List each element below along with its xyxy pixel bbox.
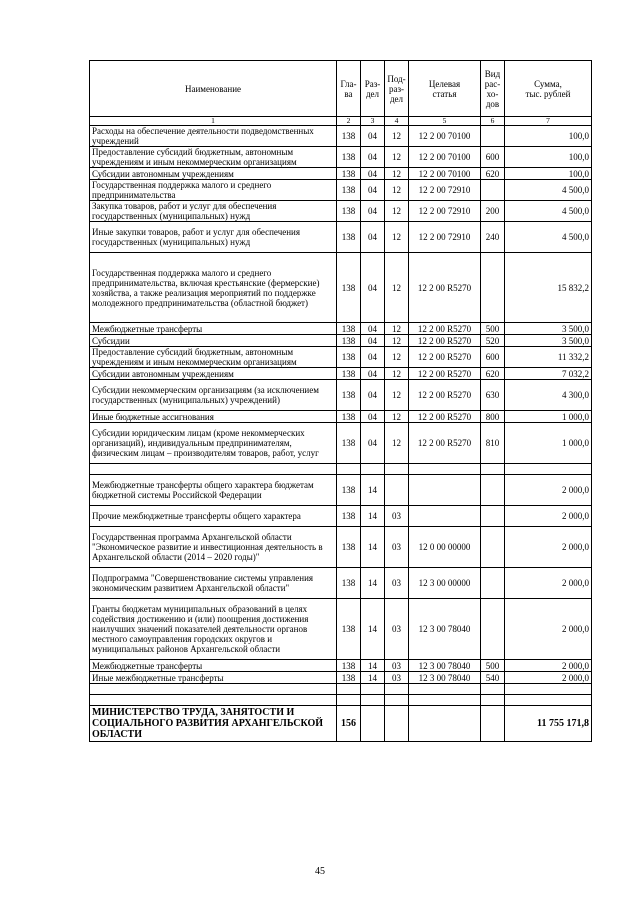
table-row bbox=[90, 411, 592, 423]
row-name: Субсидии bbox=[90, 335, 337, 347]
row-glava: 138 bbox=[337, 168, 361, 180]
row-podrazdel: 03 bbox=[385, 660, 409, 672]
table-row bbox=[90, 568, 592, 599]
row-podrazdel: 12 bbox=[385, 201, 409, 222]
row-podrazdel: 03 bbox=[385, 506, 409, 527]
row-name: Расходы на обеспечение деятельности подведомственных учреждений bbox=[90, 126, 337, 147]
row-summa: 4 300,0 bbox=[505, 380, 592, 411]
row-name: Иные межбюджетные трансферты bbox=[90, 672, 337, 684]
row-statya: 12 0 00 00000 bbox=[409, 527, 481, 568]
row-statya: 12 3 00 78040 bbox=[409, 672, 481, 684]
row-name: Закупка товаров, работ и услуг для обеспечения государственных (муниципальных) нужд bbox=[90, 201, 337, 222]
table-row bbox=[90, 368, 592, 380]
empty-cell bbox=[90, 684, 337, 695]
row-summa: 3 500,0 bbox=[505, 323, 592, 335]
header-summa: Сумма, тыс. рублей bbox=[505, 61, 592, 117]
row-razdel: 04 bbox=[361, 380, 385, 411]
row-statya: 12 2 00 72910 bbox=[409, 180, 481, 201]
spacer-row bbox=[90, 464, 592, 475]
empty-cell bbox=[409, 464, 481, 475]
spacer-row bbox=[90, 684, 592, 695]
row-podrazdel: 12 bbox=[385, 411, 409, 423]
row-razdel: 14 bbox=[361, 660, 385, 672]
row-name: Межбюджетные трансферты bbox=[90, 660, 337, 672]
empty-cell bbox=[409, 695, 481, 706]
empty-cell bbox=[361, 684, 385, 695]
row-podrazdel: 03 bbox=[385, 527, 409, 568]
row-glava: 138 bbox=[337, 475, 361, 506]
row-name: Государственная поддержка малого и среднего предпринимательства, включая крестьянские (фермерские) хозяйства, а также реализация мероприятий по поддержке молодежного предпринимательства (областной бюджет) bbox=[90, 253, 337, 323]
table-row bbox=[90, 506, 592, 527]
row-glava: 138 bbox=[337, 222, 361, 253]
table-row bbox=[90, 423, 592, 464]
row-vid: 800 bbox=[481, 411, 505, 423]
empty-cell bbox=[385, 464, 409, 475]
empty-cell bbox=[90, 695, 337, 706]
table-row bbox=[90, 475, 592, 506]
row-vid bbox=[481, 126, 505, 147]
column-number: 3 bbox=[361, 117, 385, 126]
row-statya: 12 2 00 R5270 bbox=[409, 380, 481, 411]
table-row bbox=[90, 323, 592, 335]
row-glava: 138 bbox=[337, 423, 361, 464]
table-row bbox=[90, 180, 592, 201]
row-razdel: 04 bbox=[361, 126, 385, 147]
row-statya: 12 2 00 R5270 bbox=[409, 423, 481, 464]
empty-cell bbox=[505, 684, 592, 695]
table-row bbox=[90, 253, 592, 323]
row-glava: 138 bbox=[337, 599, 361, 660]
spacer-row bbox=[90, 695, 592, 706]
row-glava: 138 bbox=[337, 335, 361, 347]
row-summa: 7 032,2 bbox=[505, 368, 592, 380]
ministry-total-row bbox=[90, 706, 592, 742]
row-statya: 12 2 00 R5270 bbox=[409, 323, 481, 335]
row-statya: 12 3 00 00000 bbox=[409, 568, 481, 599]
row-statya: 12 2 00 R5270 bbox=[409, 411, 481, 423]
row-summa: 100,0 bbox=[505, 147, 592, 168]
budget-table bbox=[89, 60, 592, 742]
ministry-glava: 156 bbox=[337, 706, 361, 742]
row-razdel: 04 bbox=[361, 201, 385, 222]
empty-cell bbox=[361, 464, 385, 475]
row-summa: 1 000,0 bbox=[505, 411, 592, 423]
column-number: 5 bbox=[409, 117, 481, 126]
row-glava: 138 bbox=[337, 672, 361, 684]
row-statya: 12 2 00 70100 bbox=[409, 126, 481, 147]
row-name: Субсидии некоммерческим организациям (за исключением государственных (муниципальных) учреждений) bbox=[90, 380, 337, 411]
row-vid: 200 bbox=[481, 201, 505, 222]
row-statya: 12 3 00 78040 bbox=[409, 599, 481, 660]
empty-cell bbox=[337, 695, 361, 706]
row-summa: 4 500,0 bbox=[505, 222, 592, 253]
column-numbers-row bbox=[90, 117, 592, 126]
row-statya bbox=[409, 506, 481, 527]
header-podrazdel: Под- раз- дел bbox=[385, 61, 409, 117]
row-razdel: 14 bbox=[361, 475, 385, 506]
row-name: Гранты бюджетам муниципальных образований в целях содействия достижению и (или) поощрения достижения наилучших значений показателей деятельности органов местного самоуправления городских округов и муниципальных районов Архангельской области bbox=[90, 599, 337, 660]
row-summa: 2 000,0 bbox=[505, 475, 592, 506]
row-glava: 138 bbox=[337, 506, 361, 527]
row-podrazdel: 12 bbox=[385, 347, 409, 368]
row-summa: 2 000,0 bbox=[505, 660, 592, 672]
row-name: Государственная программа Архангельской области "Экономическое развитие и инвестиционная деятельность в Архангельской области (2014 – 2020 годы)" bbox=[90, 527, 337, 568]
row-vid bbox=[481, 475, 505, 506]
empty-cell bbox=[337, 464, 361, 475]
row-name: Субсидии автономным учреждениям bbox=[90, 168, 337, 180]
row-summa: 2 000,0 bbox=[505, 527, 592, 568]
row-vid bbox=[481, 599, 505, 660]
table-body bbox=[90, 126, 592, 742]
row-razdel: 04 bbox=[361, 347, 385, 368]
table-row bbox=[90, 147, 592, 168]
row-glava: 138 bbox=[337, 126, 361, 147]
empty-cell bbox=[505, 464, 592, 475]
row-podrazdel: 12 bbox=[385, 253, 409, 323]
row-summa: 100,0 bbox=[505, 126, 592, 147]
empty-cell bbox=[337, 684, 361, 695]
empty-cell bbox=[505, 695, 592, 706]
table-row bbox=[90, 201, 592, 222]
row-podrazdel: 12 bbox=[385, 126, 409, 147]
empty-cell bbox=[385, 695, 409, 706]
row-razdel: 14 bbox=[361, 527, 385, 568]
empty-cell bbox=[481, 464, 505, 475]
empty-cell bbox=[90, 464, 337, 475]
row-vid: 620 bbox=[481, 168, 505, 180]
row-podrazdel bbox=[385, 475, 409, 506]
row-razdel: 04 bbox=[361, 323, 385, 335]
row-name: Прочие межбюджетные трансферты общего характера bbox=[90, 506, 337, 527]
header-razdel: Раз- дел bbox=[361, 61, 385, 117]
row-glava: 138 bbox=[337, 380, 361, 411]
row-summa: 4 500,0 bbox=[505, 201, 592, 222]
table-row bbox=[90, 168, 592, 180]
row-statya: 12 2 00 72910 bbox=[409, 222, 481, 253]
table-row bbox=[90, 126, 592, 147]
row-name: Иные закупки товаров, работ и услуг для обеспечения государственных (муниципальных) нужд bbox=[90, 222, 337, 253]
row-vid bbox=[481, 253, 505, 323]
row-summa: 11 332,2 bbox=[505, 347, 592, 368]
row-vid: 630 bbox=[481, 380, 505, 411]
row-statya: 12 2 00 R5270 bbox=[409, 335, 481, 347]
header-name: Наименование bbox=[90, 61, 337, 117]
row-summa: 2 000,0 bbox=[505, 599, 592, 660]
row-glava: 138 bbox=[337, 253, 361, 323]
table-row bbox=[90, 335, 592, 347]
row-vid: 240 bbox=[481, 222, 505, 253]
row-podrazdel: 12 bbox=[385, 168, 409, 180]
row-vid bbox=[481, 527, 505, 568]
column-number: 7 bbox=[505, 117, 592, 126]
header-glava: Гла- ва bbox=[337, 61, 361, 117]
row-glava: 138 bbox=[337, 527, 361, 568]
row-statya: 12 2 00 R5270 bbox=[409, 253, 481, 323]
empty-cell bbox=[361, 695, 385, 706]
row-name: Субсидии автономным учреждениям bbox=[90, 368, 337, 380]
header-statya: Целевая статья bbox=[409, 61, 481, 117]
row-razdel: 04 bbox=[361, 168, 385, 180]
row-name: Межбюджетные трансферты общего характера бюджетам бюджетной системы Российской Федерации bbox=[90, 475, 337, 506]
row-name: Предоставление субсидий бюджетным, автономным учреждениям и иным некоммерческим организациям bbox=[90, 147, 337, 168]
row-razdel: 04 bbox=[361, 411, 385, 423]
row-vid: 520 bbox=[481, 335, 505, 347]
row-statya: 12 2 00 72910 bbox=[409, 201, 481, 222]
row-summa: 4 500,0 bbox=[505, 180, 592, 201]
row-vid bbox=[481, 180, 505, 201]
row-vid: 500 bbox=[481, 323, 505, 335]
column-number: 4 bbox=[385, 117, 409, 126]
row-glava: 138 bbox=[337, 347, 361, 368]
row-podrazdel: 12 bbox=[385, 335, 409, 347]
row-podrazdel: 12 bbox=[385, 423, 409, 464]
empty-cell bbox=[385, 706, 409, 742]
row-razdel: 14 bbox=[361, 599, 385, 660]
row-podrazdel: 03 bbox=[385, 568, 409, 599]
empty-cell bbox=[385, 684, 409, 695]
row-podrazdel: 03 bbox=[385, 672, 409, 684]
row-summa: 2 000,0 bbox=[505, 568, 592, 599]
row-razdel: 04 bbox=[361, 222, 385, 253]
column-number: 2 bbox=[337, 117, 361, 126]
row-statya: 12 2 00 70100 bbox=[409, 168, 481, 180]
row-summa: 15 832,2 bbox=[505, 253, 592, 323]
row-vid: 600 bbox=[481, 347, 505, 368]
column-number: 1 bbox=[90, 117, 337, 126]
row-razdel: 04 bbox=[361, 253, 385, 323]
row-name: Иные бюджетные ассигнования bbox=[90, 411, 337, 423]
empty-cell bbox=[361, 706, 385, 742]
table-row bbox=[90, 672, 592, 684]
empty-cell bbox=[409, 684, 481, 695]
table-row bbox=[90, 527, 592, 568]
table-row bbox=[90, 660, 592, 672]
row-vid: 620 bbox=[481, 368, 505, 380]
row-vid: 500 bbox=[481, 660, 505, 672]
row-name: Государственная поддержка малого и среднего предпринимательства bbox=[90, 180, 337, 201]
row-vid: 540 bbox=[481, 672, 505, 684]
row-razdel: 04 bbox=[361, 368, 385, 380]
row-glava: 138 bbox=[337, 568, 361, 599]
row-razdel: 14 bbox=[361, 506, 385, 527]
row-razdel: 04 bbox=[361, 335, 385, 347]
row-podrazdel: 12 bbox=[385, 147, 409, 168]
row-statya: 12 3 00 78040 bbox=[409, 660, 481, 672]
row-summa: 2 000,0 bbox=[505, 672, 592, 684]
row-summa: 2 000,0 bbox=[505, 506, 592, 527]
row-glava: 138 bbox=[337, 411, 361, 423]
row-summa: 1 000,0 bbox=[505, 423, 592, 464]
row-podrazdel: 12 bbox=[385, 323, 409, 335]
ministry-summa: 11 755 171,8 bbox=[505, 706, 592, 742]
row-glava: 138 bbox=[337, 368, 361, 380]
row-razdel: 14 bbox=[361, 672, 385, 684]
ministry-name: МИНИСТЕРСТВО ТРУДА, ЗАНЯТОСТИ И СОЦИАЛЬНОГО РАЗВИТИЯ АРХАНГЕЛЬСКОЙ ОБЛАСТИ bbox=[90, 706, 337, 742]
page-number: 45 bbox=[315, 866, 325, 877]
row-glava: 138 bbox=[337, 323, 361, 335]
row-vid: 810 bbox=[481, 423, 505, 464]
row-glava: 138 bbox=[337, 201, 361, 222]
row-vid bbox=[481, 506, 505, 527]
row-razdel: 04 bbox=[361, 147, 385, 168]
row-podrazdel: 12 bbox=[385, 180, 409, 201]
empty-cell bbox=[481, 695, 505, 706]
row-glava: 138 bbox=[337, 147, 361, 168]
empty-cell bbox=[409, 706, 481, 742]
table-row bbox=[90, 222, 592, 253]
row-razdel: 14 bbox=[361, 568, 385, 599]
empty-cell bbox=[481, 706, 505, 742]
row-vid bbox=[481, 568, 505, 599]
row-statya: 12 2 00 R5270 bbox=[409, 347, 481, 368]
row-podrazdel: 12 bbox=[385, 368, 409, 380]
row-glava: 138 bbox=[337, 180, 361, 201]
row-glava: 138 bbox=[337, 660, 361, 672]
row-podrazdel: 12 bbox=[385, 222, 409, 253]
row-statya bbox=[409, 475, 481, 506]
column-number: 6 bbox=[481, 117, 505, 126]
row-summa: 3 500,0 bbox=[505, 335, 592, 347]
row-statya: 12 2 00 70100 bbox=[409, 147, 481, 168]
table-row bbox=[90, 347, 592, 368]
row-podrazdel: 03 bbox=[385, 599, 409, 660]
row-name: Предоставление субсидий бюджетным, автономным учреждениям и иным некоммерческим организациям bbox=[90, 347, 337, 368]
row-summa: 100,0 bbox=[505, 168, 592, 180]
header-vid: Вид рас- хо- дов bbox=[481, 61, 505, 117]
row-name: Подпрограмма "Совершенствование системы управления экономическим развитием Архангельской области" bbox=[90, 568, 337, 599]
row-razdel: 04 bbox=[361, 423, 385, 464]
row-vid: 600 bbox=[481, 147, 505, 168]
table-header-row bbox=[90, 61, 592, 117]
table-row bbox=[90, 599, 592, 660]
row-podrazdel: 12 bbox=[385, 380, 409, 411]
row-razdel: 04 bbox=[361, 180, 385, 201]
row-statya: 12 2 00 R5270 bbox=[409, 368, 481, 380]
row-name: Субсидии юридическим лицам (кроме некоммерческих организаций), индивидуальным предпринимателям, физическим лицам – производителям товаров, работ, услуг bbox=[90, 423, 337, 464]
row-name: Межбюджетные трансферты bbox=[90, 323, 337, 335]
empty-cell bbox=[481, 684, 505, 695]
table-row bbox=[90, 380, 592, 411]
